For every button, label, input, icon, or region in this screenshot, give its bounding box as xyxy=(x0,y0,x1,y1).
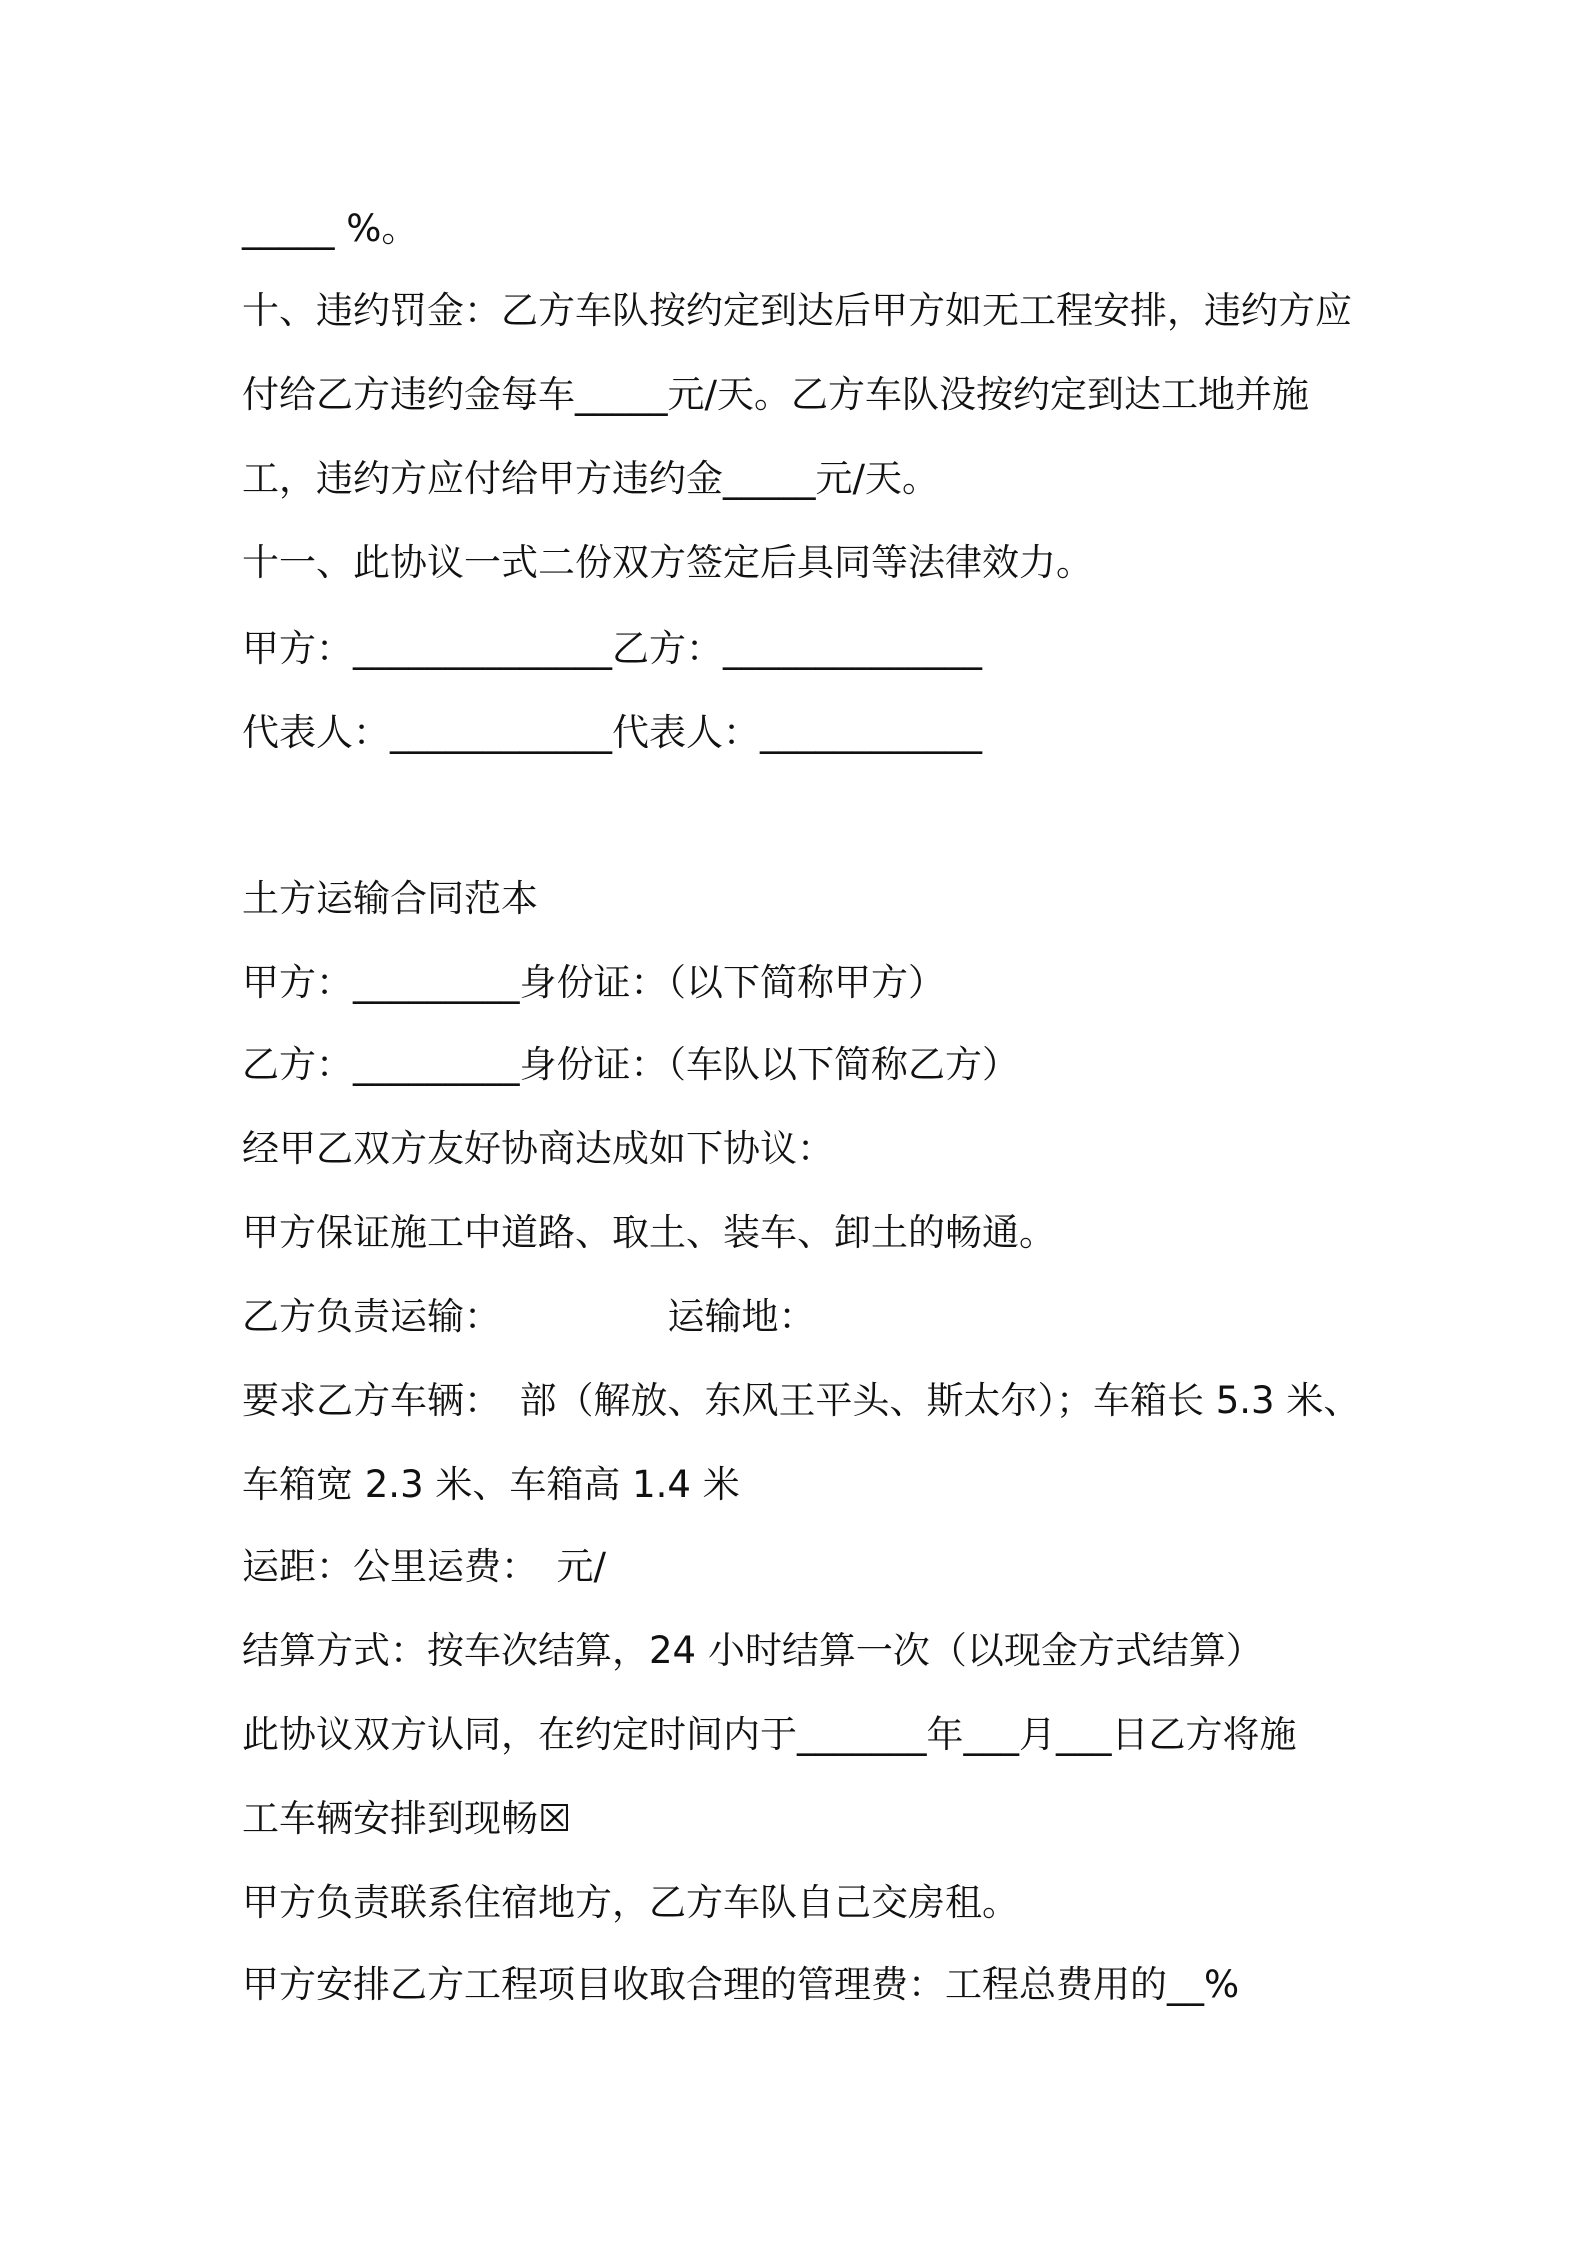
text-line-management-fee: 甲方安排乙方工程项目收取合理的管理费：工程总费用的__% xyxy=(242,1963,1240,2006)
text-line-clause-10: 十、违约罚金：乙方车队按约定到达后甲方如无工程安排，违约方应 xyxy=(242,289,1352,332)
text-line-clause-10-cont-1: 付给乙方违约金每车_____元/天。乙方车队没按约定到达工地并施 xyxy=(242,373,1309,416)
signature-line-representatives: 代表人：____________代表人：____________ xyxy=(242,711,982,754)
section-title: 土方运输合同范本 xyxy=(242,877,538,920)
text-line-clause-10-cont-2: 工，违约方应付给甲方违约金_____元/天。 xyxy=(242,457,939,500)
text-line-agreement-intro: 经甲乙双方友好协商达成如下协议： xyxy=(242,1127,834,1170)
text-line-clause-11: 十一、此协议一式二份双方签定后具同等法律效力。 xyxy=(242,541,1093,584)
text-line-vehicle-size: 车箱宽 2.3 米、车箱高 1.4 米 xyxy=(242,1463,740,1506)
text-line-settlement: 结算方式：按车次结算，24 小时结算一次（以现金方式结算） xyxy=(242,1629,1263,1672)
text-line-schedule-cont: 工车辆安排到现畅☒ xyxy=(242,1797,572,1840)
text-line-accommodation: 甲方负责联系住宿地方，乙方车队自己交房租。 xyxy=(242,1881,1019,1924)
text-line-percent-blank: _____ %。 xyxy=(242,207,419,250)
text-line-distance-fee: 运距：公里运费： 元/ xyxy=(242,1545,606,1588)
text-line-party-b: 乙方：_________身份证：（车队以下简称乙方） xyxy=(242,1043,1019,1086)
text-line-vehicle-requirement: 要求乙方车辆： 部（解放、东风王平头、斯太尔）；车箱长 5.3 米、 xyxy=(242,1379,1361,1422)
text-line-transport: 乙方负责运输： 运输地： xyxy=(242,1295,816,1338)
signature-line-parties: 甲方：______________乙方：______________ xyxy=(242,627,982,670)
text-line-party-a: 甲方：_________身份证：（以下简称甲方） xyxy=(242,961,945,1004)
text-line-schedule: 此协议双方认同，在约定时间内于_______年___月___日乙方将施 xyxy=(242,1713,1297,1756)
text-line-road-guarantee: 甲方保证施工中道路、取土、装车、卸土的畅通。 xyxy=(242,1211,1056,1254)
